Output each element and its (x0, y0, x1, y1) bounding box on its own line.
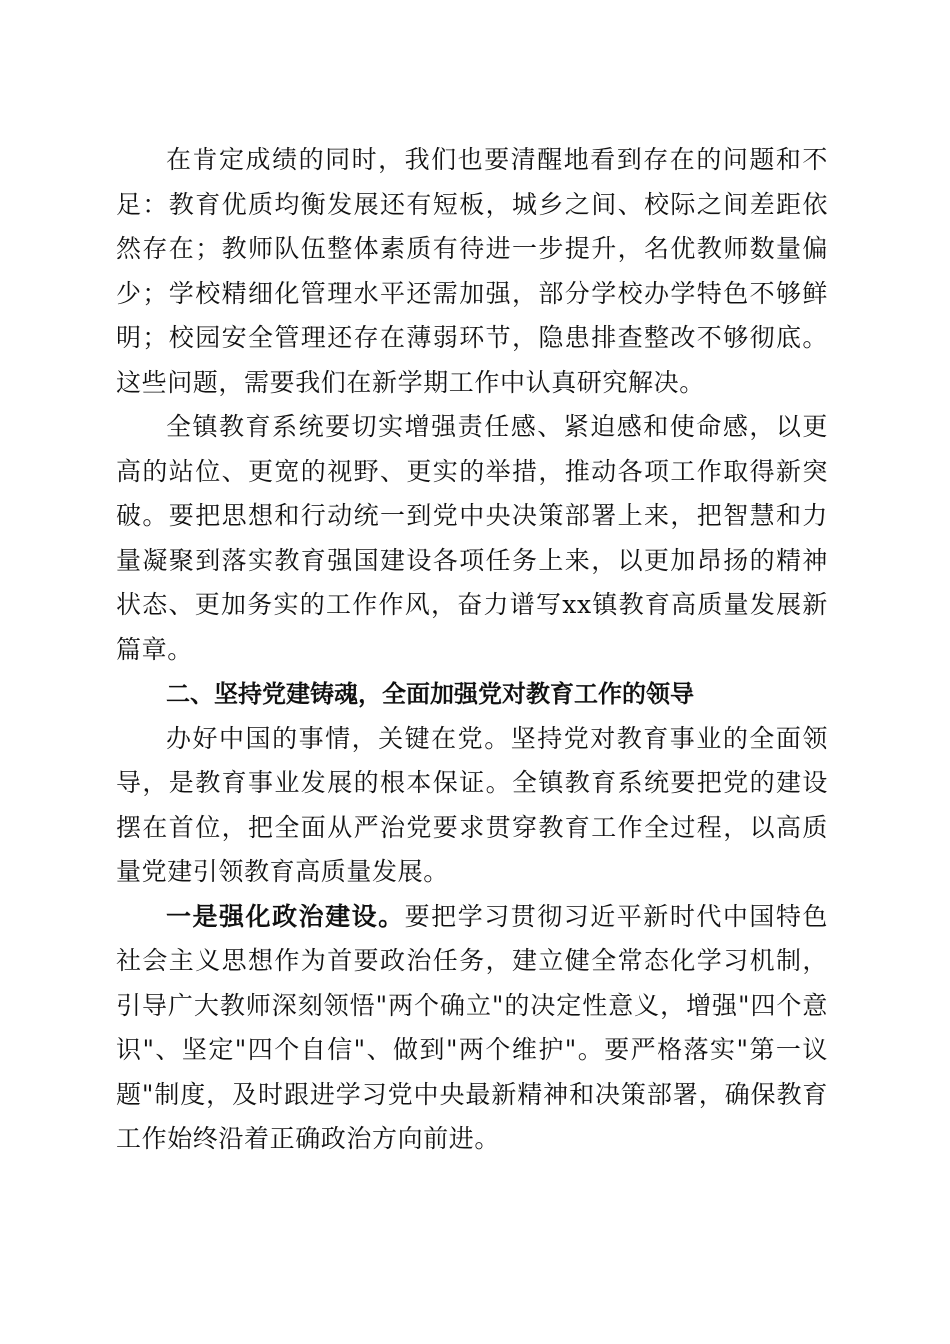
paragraph-party-leadership: 办好中国的事情，关键在党。坚持党对教育事业的全面领导，是教育事业发展的根本保证。全镇教育系统要把党的建设摆在首位，把全面从严治党要求贯穿教育工作全过程，以高质量党建引领教育高质量发展。 (116, 723, 828, 886)
document-page (116, 138, 828, 1162)
paragraph-body-text: 要把学习贯彻习近平新时代中国特色社会主义思想作为首要政治任务，建立健全常态化学习机制，引导广大教师深刻领悟"两个确立"的决定性意义，增强"四个意识"、坚定"四个自信"、做到"两个维护"。要严格落实"第一议题"制度，及时跟进学习党中央最新精神和决策部署，确保教育工作始终沿着正确政治方向前进。 (116, 901, 828, 1153)
paragraph-lead-phrase: 一是强化政治建设。 (166, 901, 405, 931)
section-heading-party-building: 二、坚持党建铸魂，全面加强党对教育工作的领导 (166, 680, 694, 708)
paragraph-problems: 在肯定成绩的同时，我们也要清醒地看到存在的问题和不足：教育优质均衡发展还有短板，城乡之间、校际之间差距依然存在；教师队伍整体素质有待进一步提升，名优教师数量偏少；学校精细化管理水平还需加强，部分学校办学特色不够鲜明；校园安全管理还存在薄弱环节，隐患排查整改不够彻底。这些问题，需要我们在新学期工作中认真研究解决。 (116, 145, 828, 397)
paragraph-responsibility: 全镇教育系统要切实增强责任感、紧迫感和使命感，以更高的站位、更宽的视野、更实的举措，推动各项工作取得新突破。要把思想和行动统一到党中央决策部署上来，把智慧和力量凝聚到落实教育强国建设各项任务上来，以更加昂扬的精神状态、更加务实的工作作风，奋力谱写xx镇教育高质量发展新篇章。 (116, 412, 828, 664)
paragraph-political-construction (116, 895, 828, 1162)
